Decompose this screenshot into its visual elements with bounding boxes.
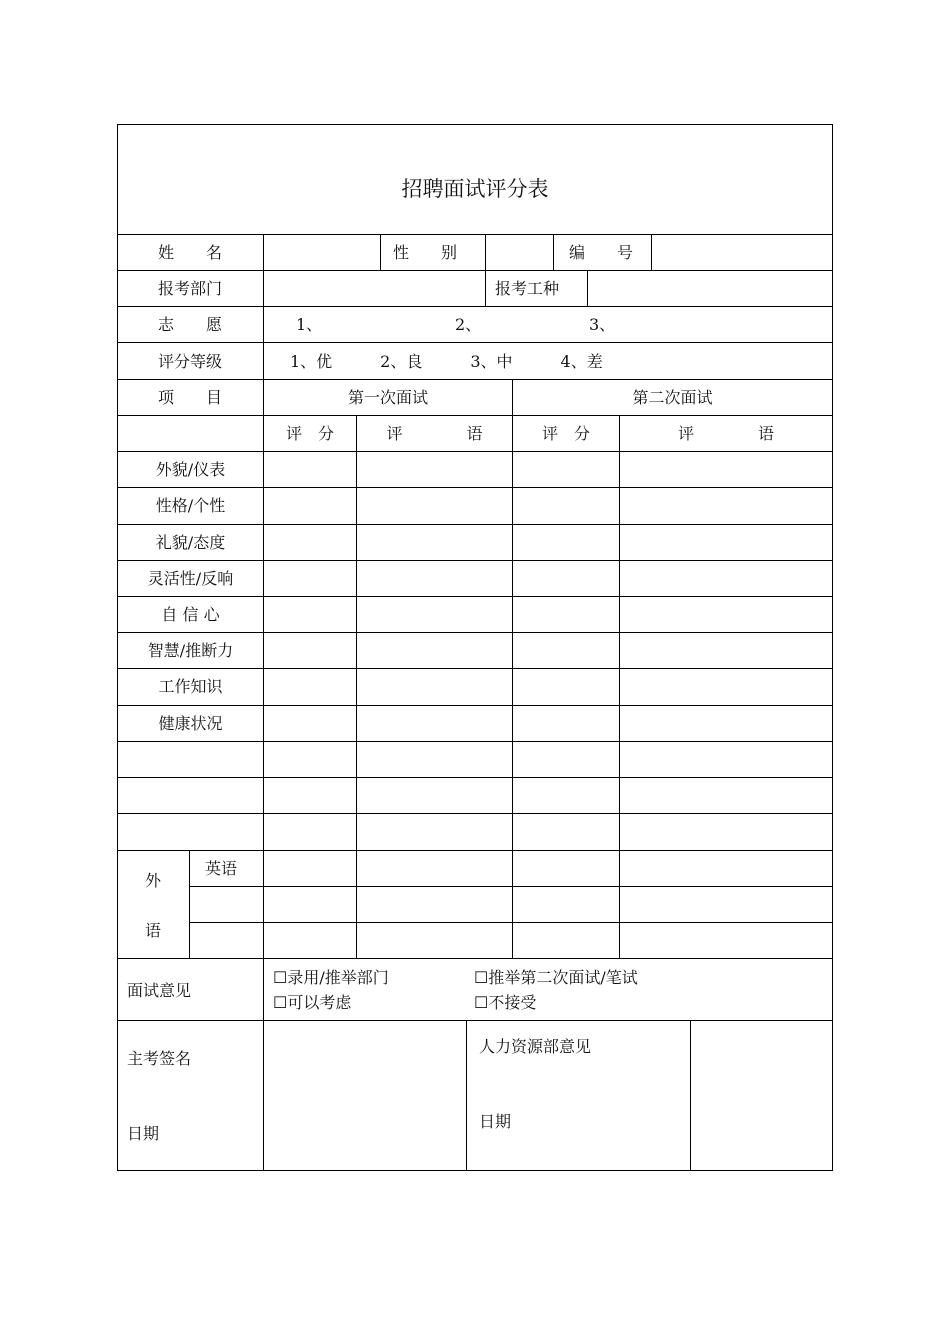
col-line [263,234,264,380]
job-field[interactable] [589,272,831,305]
option-hire[interactable]: ☐录用/推举部门 [273,968,389,987]
name-label: 姓 名 [158,243,223,262]
form-title: 招聘面试评分表 [401,177,549,201]
border-top [117,124,833,125]
grade-options: 1、优 2、良 3、中 4、差 [290,352,603,371]
criterion-personality: 性格/个性 [155,496,226,515]
gender-label: 性 别 [393,243,458,262]
examiner-signature-label: 主考签名 [127,1049,192,1068]
criterion-reasoning: 智慧/推断力 [147,641,234,660]
col-line [356,415,357,959]
comment-header-2: 评 语 [677,424,774,443]
row-line [117,415,833,416]
col-line [619,415,620,959]
gender-field[interactable] [487,236,552,269]
second-score-column[interactable] [514,453,618,849]
option-second-interview[interactable]: ☐推举第二次面试/笔试 [474,968,638,987]
criterion-appearance: 外貌/仪表 [155,460,226,479]
col-line [263,958,264,1021]
col-line [263,1020,264,1171]
option-reject[interactable]: ☐不接受 [474,993,537,1012]
examiner-signature-field[interactable] [265,1022,465,1169]
col-line [485,270,486,307]
number-label: 编 号 [569,243,634,262]
criterion-flexibility: 灵活性/反响 [147,569,234,588]
criterion-health: 健康状况 [158,714,223,733]
row-line [117,379,833,380]
col-line [512,379,513,959]
border-bottom [117,1170,833,1171]
row-line [189,886,833,887]
first-interview-header: 第一次面试 [347,388,428,407]
criterion-manners: 礼貌/态度 [155,533,226,552]
row-line [117,342,833,343]
option-consider[interactable]: ☐可以考虑 [273,993,352,1012]
first-comment-column[interactable] [358,453,511,849]
row-line [117,958,833,959]
col-line [651,234,652,271]
grade-label: 评分等级 [158,352,223,371]
dept-field[interactable] [265,272,484,305]
col-line [189,850,190,959]
wish-label: 志 愿 [158,315,223,334]
wish-option-1: 1、 [296,315,323,334]
job-label: 报考工种 [495,279,560,298]
hr-opinion-label: 人力资源部意见 [479,1037,592,1056]
criterion-confidence: 自 信 心 [161,605,220,624]
comment-header-1: 评 语 [386,424,483,443]
number-field[interactable] [653,236,831,269]
row-line [117,270,833,271]
col-line [380,234,381,271]
col-line [485,234,486,271]
col-line [690,1020,691,1171]
row-line [117,451,833,452]
score-header-1: 评 分 [285,424,334,443]
second-comment-column[interactable] [621,453,831,849]
wish-option-2: 2、 [455,315,482,334]
row-line [117,306,833,307]
english-label: 英语 [205,859,238,878]
score-header-2: 评 分 [541,424,590,443]
first-score-column[interactable] [265,453,355,849]
row-line [189,922,833,923]
criterion-job-knowledge: 工作知识 [158,677,223,696]
col-line [466,1020,467,1171]
col-line [553,234,554,271]
foreign-language-label-bottom: 语 [145,921,162,940]
row-line [117,850,833,851]
date-label: 日期 [127,1124,160,1143]
second-interview-header: 第二次面试 [632,388,713,407]
name-field[interactable] [265,236,379,269]
foreign-language-label-top: 外 [145,871,162,890]
hr-date-label: 日期 [479,1112,512,1131]
row-line [117,234,833,235]
wish-option-3: 3、 [589,315,616,334]
item-label: 项 目 [158,388,223,407]
dept-label: 报考部门 [158,279,223,298]
col-line [587,270,588,307]
row-line [117,1020,833,1021]
hr-opinion-field[interactable] [692,1022,831,1169]
opinion-label: 面试意见 [127,981,192,1000]
border-right [832,124,833,1171]
